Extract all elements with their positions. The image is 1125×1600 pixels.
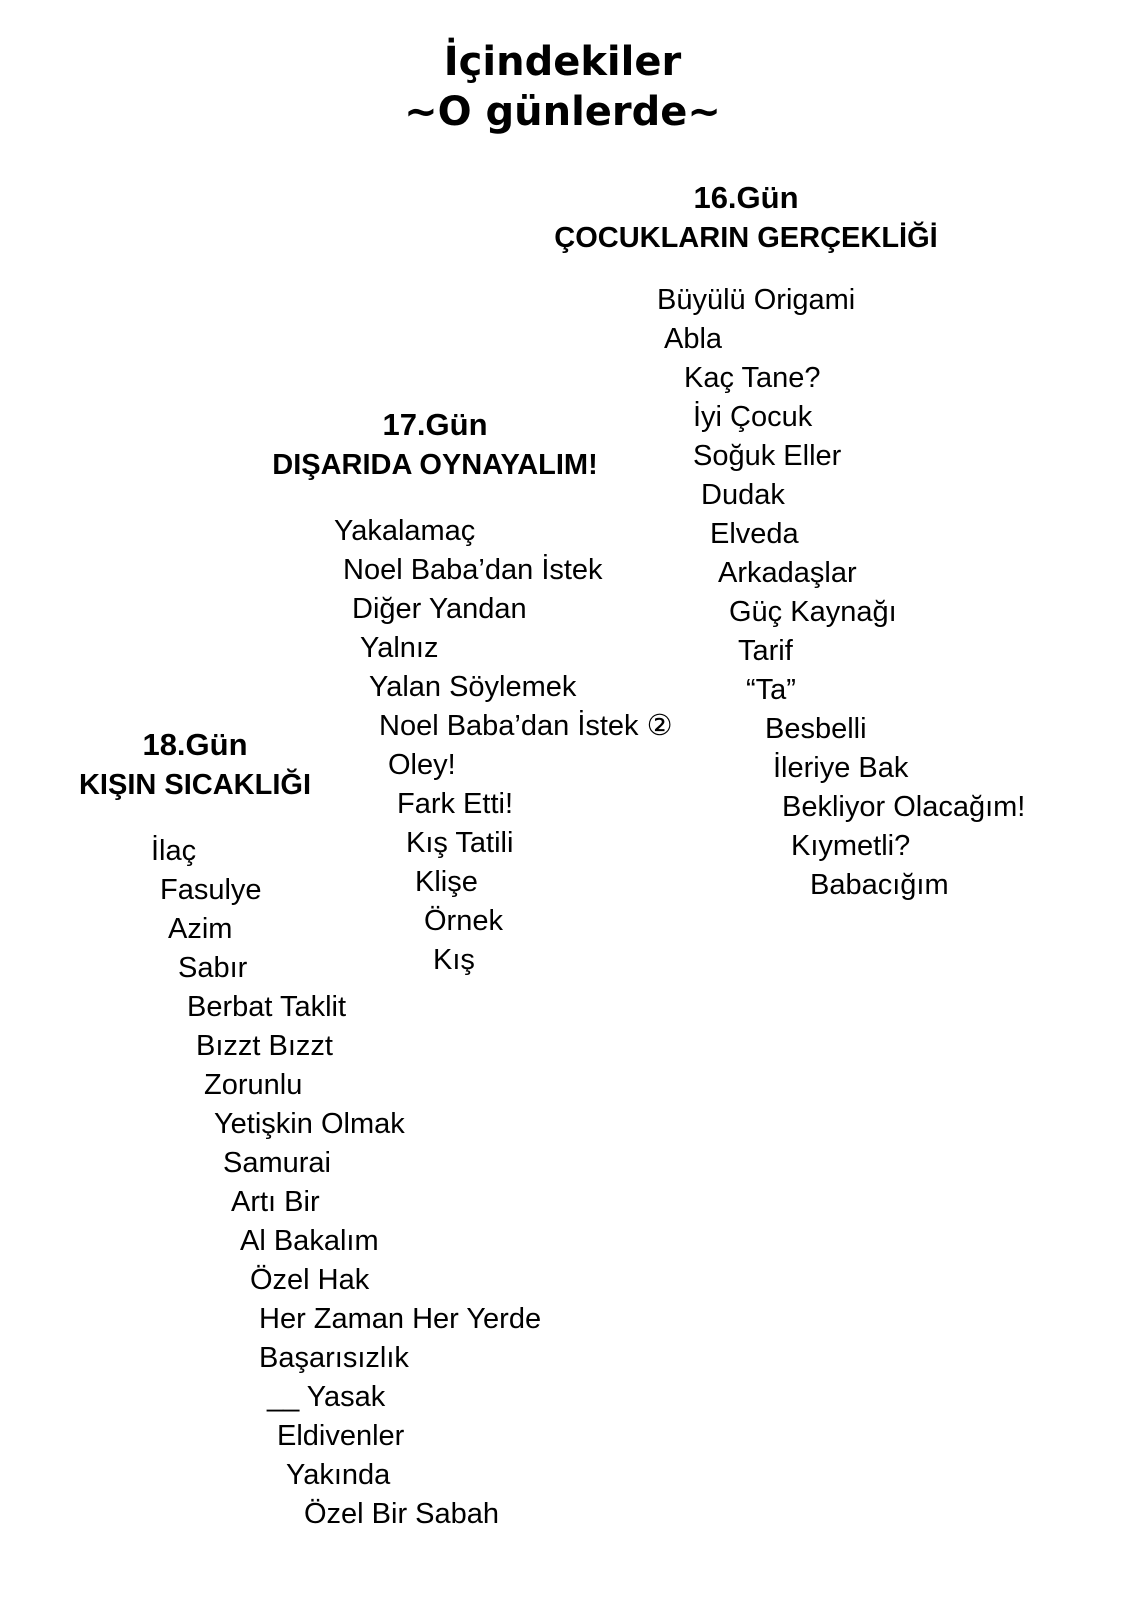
chapter-item: Yalan Söylemek	[369, 671, 577, 703]
chapter-item: Kaç Tane?	[684, 362, 821, 394]
day-18-title: KIŞIN SICAKLIĞI	[78, 769, 311, 801]
chapter-item: Dudak	[701, 479, 785, 511]
chapter-item: Samurai	[223, 1147, 331, 1179]
chapter-item: İlaç	[151, 835, 197, 867]
day-18-heading	[40, 725, 350, 805]
chapter-item: Örnek	[424, 905, 503, 937]
chapter-item: Zorunlu	[204, 1069, 303, 1101]
chapter-item: Bızzt Bızzt	[196, 1030, 333, 1062]
chapter-item: Özel Bir Sabah	[304, 1498, 500, 1530]
chapter-item: Yakında	[286, 1459, 391, 1491]
chapter-item: Yetişkin Olmak	[214, 1108, 405, 1140]
chapter-item: Fasulye	[160, 874, 262, 906]
chapter-item: Noel Baba’dan İstek ②	[379, 710, 673, 742]
chapter-item: Klişe	[415, 866, 478, 898]
chapter-item: Noel Baba’dan İstek	[343, 554, 603, 586]
chapter-item: Eldivenler	[277, 1420, 405, 1452]
chapter-item: Berbat Taklit	[187, 991, 347, 1023]
toc-title: İçindekiler	[443, 39, 682, 85]
chapter-item: Kış Tatili	[406, 827, 514, 859]
chapter-item: Oley!	[388, 749, 456, 781]
day-16-title: ÇOCUKLARIN GERÇEKLİĞİ	[554, 222, 938, 254]
day-16-number: 16.Gün	[693, 180, 799, 215]
chapter-item: Abla	[664, 323, 723, 355]
chapter-item: Diğer Yandan	[352, 593, 527, 625]
chapter-item: Al Bakalım	[240, 1225, 379, 1257]
chapter-item: Yalnız	[360, 632, 439, 664]
chapter-item: Sabır	[178, 952, 248, 984]
chapter-item: Arkadaşlar	[718, 557, 857, 589]
chapter-item: İyi Çocuk	[693, 401, 813, 433]
chapter-item: Fark Etti!	[397, 788, 514, 820]
chapter-item: İleriye Bak	[773, 752, 909, 784]
day-18-number: 18.Gün	[142, 727, 248, 762]
chapter-item: Bekliyor Olacağım!	[782, 791, 1026, 823]
chapter-item: Özel Hak	[250, 1264, 370, 1296]
chapter-item: Büyülü Origami	[657, 284, 856, 316]
chapter-item: Soğuk Eller	[693, 440, 842, 472]
day-17-title: DIŞARIDA OYNAYALIM!	[272, 449, 598, 481]
chapter-item: Elveda	[710, 518, 799, 550]
chapter-item: Besbelli	[765, 713, 867, 745]
chapter-item: Artı Bir	[231, 1186, 320, 1218]
chapter-item: “Ta”	[746, 674, 796, 706]
toc-subtitle: ~O günlerde~	[404, 89, 721, 135]
day-17-number: 17.Gün	[382, 407, 488, 442]
chapter-item: Başarısızlık	[259, 1342, 409, 1374]
day-16-heading	[540, 178, 952, 258]
chapter-item: __ Yasak	[267, 1381, 386, 1413]
chapter-item: Kıymetli?	[791, 830, 911, 862]
chapter-item: Güç Kaynağı	[729, 596, 897, 628]
chapter-item: Babacığım	[810, 869, 949, 901]
day-17-heading	[230, 405, 640, 485]
chapter-item: Tarif	[738, 635, 793, 667]
chapter-item: Yakalamaç	[334, 515, 476, 547]
chapter-item: Her Zaman Her Yerde	[259, 1303, 542, 1335]
chapter-item: Kış	[433, 944, 475, 976]
chapter-item: Azim	[168, 913, 233, 945]
